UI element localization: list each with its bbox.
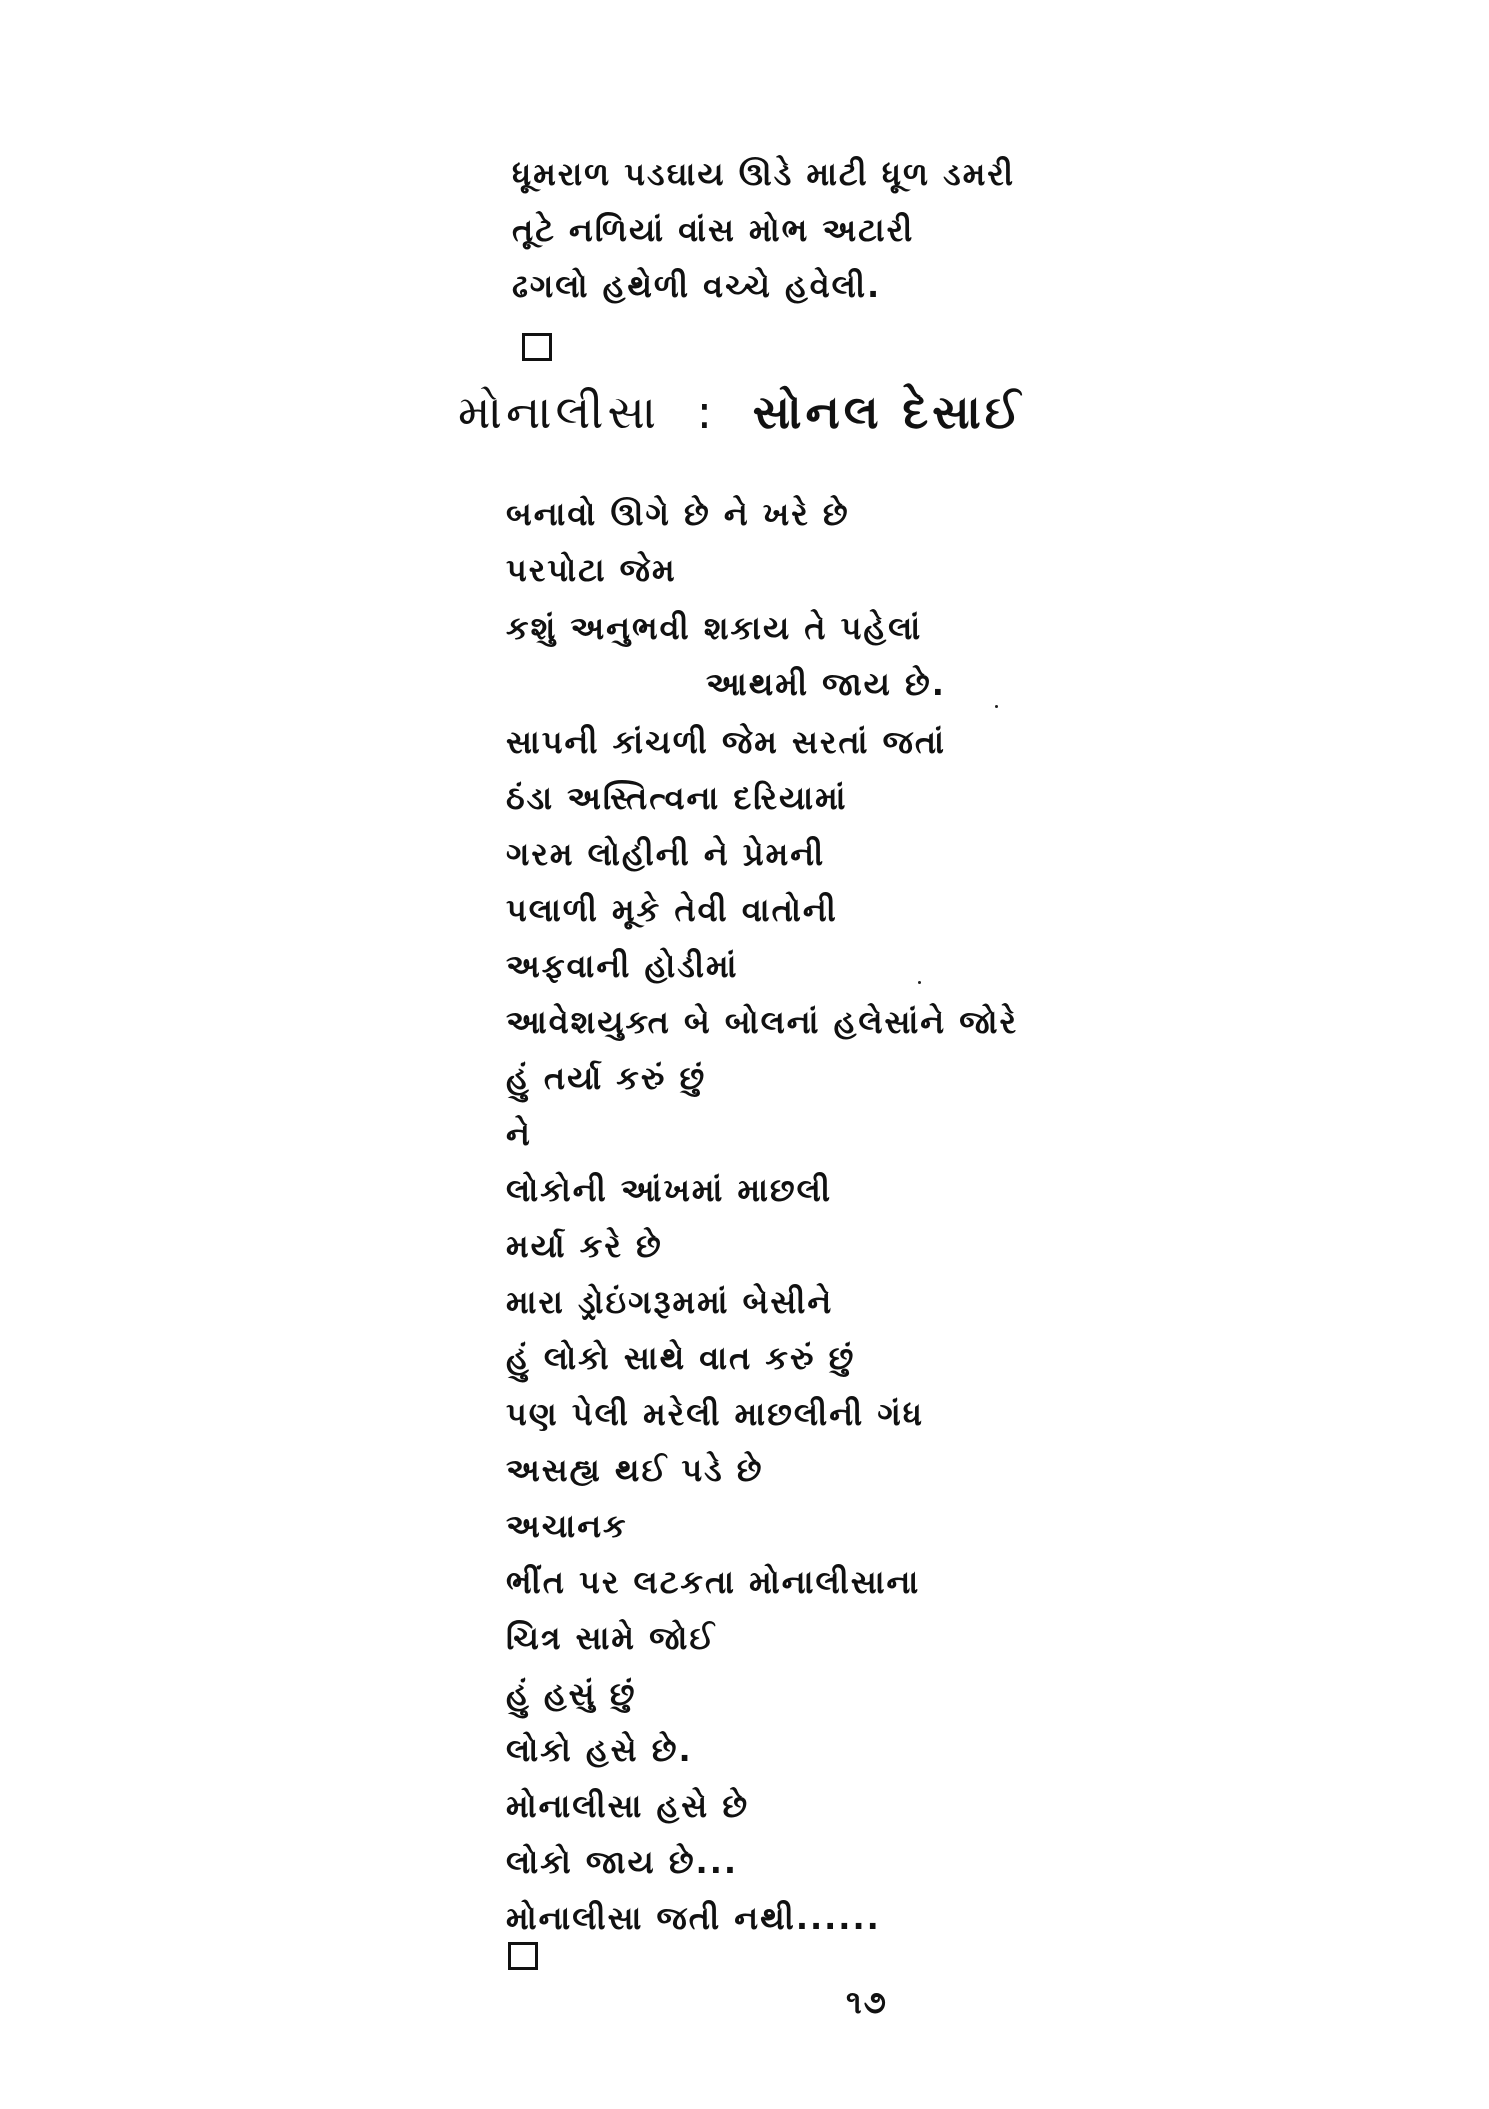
- poem-title-text: મોનાલીસા: [458, 385, 660, 439]
- poem-line-16: હું લોકો સાથે વાત કરું છું: [506, 1339, 856, 1377]
- scan-speck: [918, 981, 921, 984]
- poem-line-8: પલાળી મૂકે તેવી વાતોની: [506, 891, 838, 929]
- poem-line-17: પણ પેલી મરેલી માછલીની ગંધ: [506, 1395, 924, 1433]
- poem-line-15: મારા ડ્રોઇંગરૂમમાં બેસીને: [506, 1283, 834, 1321]
- end-mark-box-top: [522, 333, 552, 361]
- poem-line-18: અસહ્ય થઈ પડે છે: [506, 1451, 764, 1489]
- scan-speck: [995, 705, 998, 708]
- top-stanza-line-2: તૂટે નળિયાં વાંસ મોભ અટારી: [512, 211, 915, 249]
- poem-line-5: સાપની કાંચળી જેમ સરતાં જતાં: [506, 723, 946, 761]
- poem-line-21: ચિત્ર સામે જોઈ: [506, 1619, 717, 1657]
- poem-line-14: મર્યા કરે છે: [506, 1227, 663, 1265]
- top-stanza-line-1: ધૂમરાળ પડઘાય ઊડે માટી ધૂળ ડમરી: [512, 155, 1015, 193]
- poem-line-26: મોનાલીસા જતી નથી......: [506, 1899, 881, 1937]
- end-mark-box-bottom: [508, 1942, 538, 1970]
- poem-line-1: બનાવો ઊગે છે ને ખરે છે: [506, 495, 850, 533]
- poem-line-3: કશું અનુભવી શકાય તે પહેલાં: [506, 609, 923, 647]
- poem-author: સોનલ દેસાઈ: [752, 385, 1025, 439]
- page-number: ૧૭: [846, 1983, 888, 2021]
- poem-line-23: લોકો હસે છે.: [506, 1731, 693, 1769]
- poem-line-2: પરપોટા જેમ: [506, 551, 677, 589]
- poem-line-6: ઠંડા અસ્તિત્વના દરિયામાં: [506, 779, 848, 817]
- top-stanza-line-3: ઢગલો હથેળી વચ્ચે હવેલી.: [512, 267, 882, 305]
- poem-line-19: અચાનક: [506, 1507, 628, 1545]
- poem-line-11: હું તર્યા કરું છું: [506, 1059, 707, 1097]
- poem-line-7: ગરમ લોહીની ને પ્રેમની: [506, 835, 826, 873]
- poem-line-25: લોકો જાય છે...: [506, 1843, 739, 1881]
- title-separator: :: [696, 385, 717, 439]
- poem-line-9: અફવાની હોડીમાં: [506, 947, 739, 985]
- poem-line-4: આથમી જાય છે.: [706, 665, 946, 703]
- poem-line-10: આવેશયુક્ત બે બોલનાં હલેસાંને જોરે: [506, 1003, 1019, 1041]
- poem-line-22: હું હસું છું: [506, 1675, 637, 1713]
- poem-line-12: ને: [506, 1115, 532, 1153]
- poem-line-24: મોનાલીસા હસે છે: [506, 1787, 750, 1825]
- poem-line-13: લોકોની આંખમાં માછલી: [506, 1171, 833, 1209]
- poem-title: [458, 384, 1024, 440]
- poem-line-20: ભીંત પર લટકતા મોનાલીસાના: [506, 1563, 921, 1601]
